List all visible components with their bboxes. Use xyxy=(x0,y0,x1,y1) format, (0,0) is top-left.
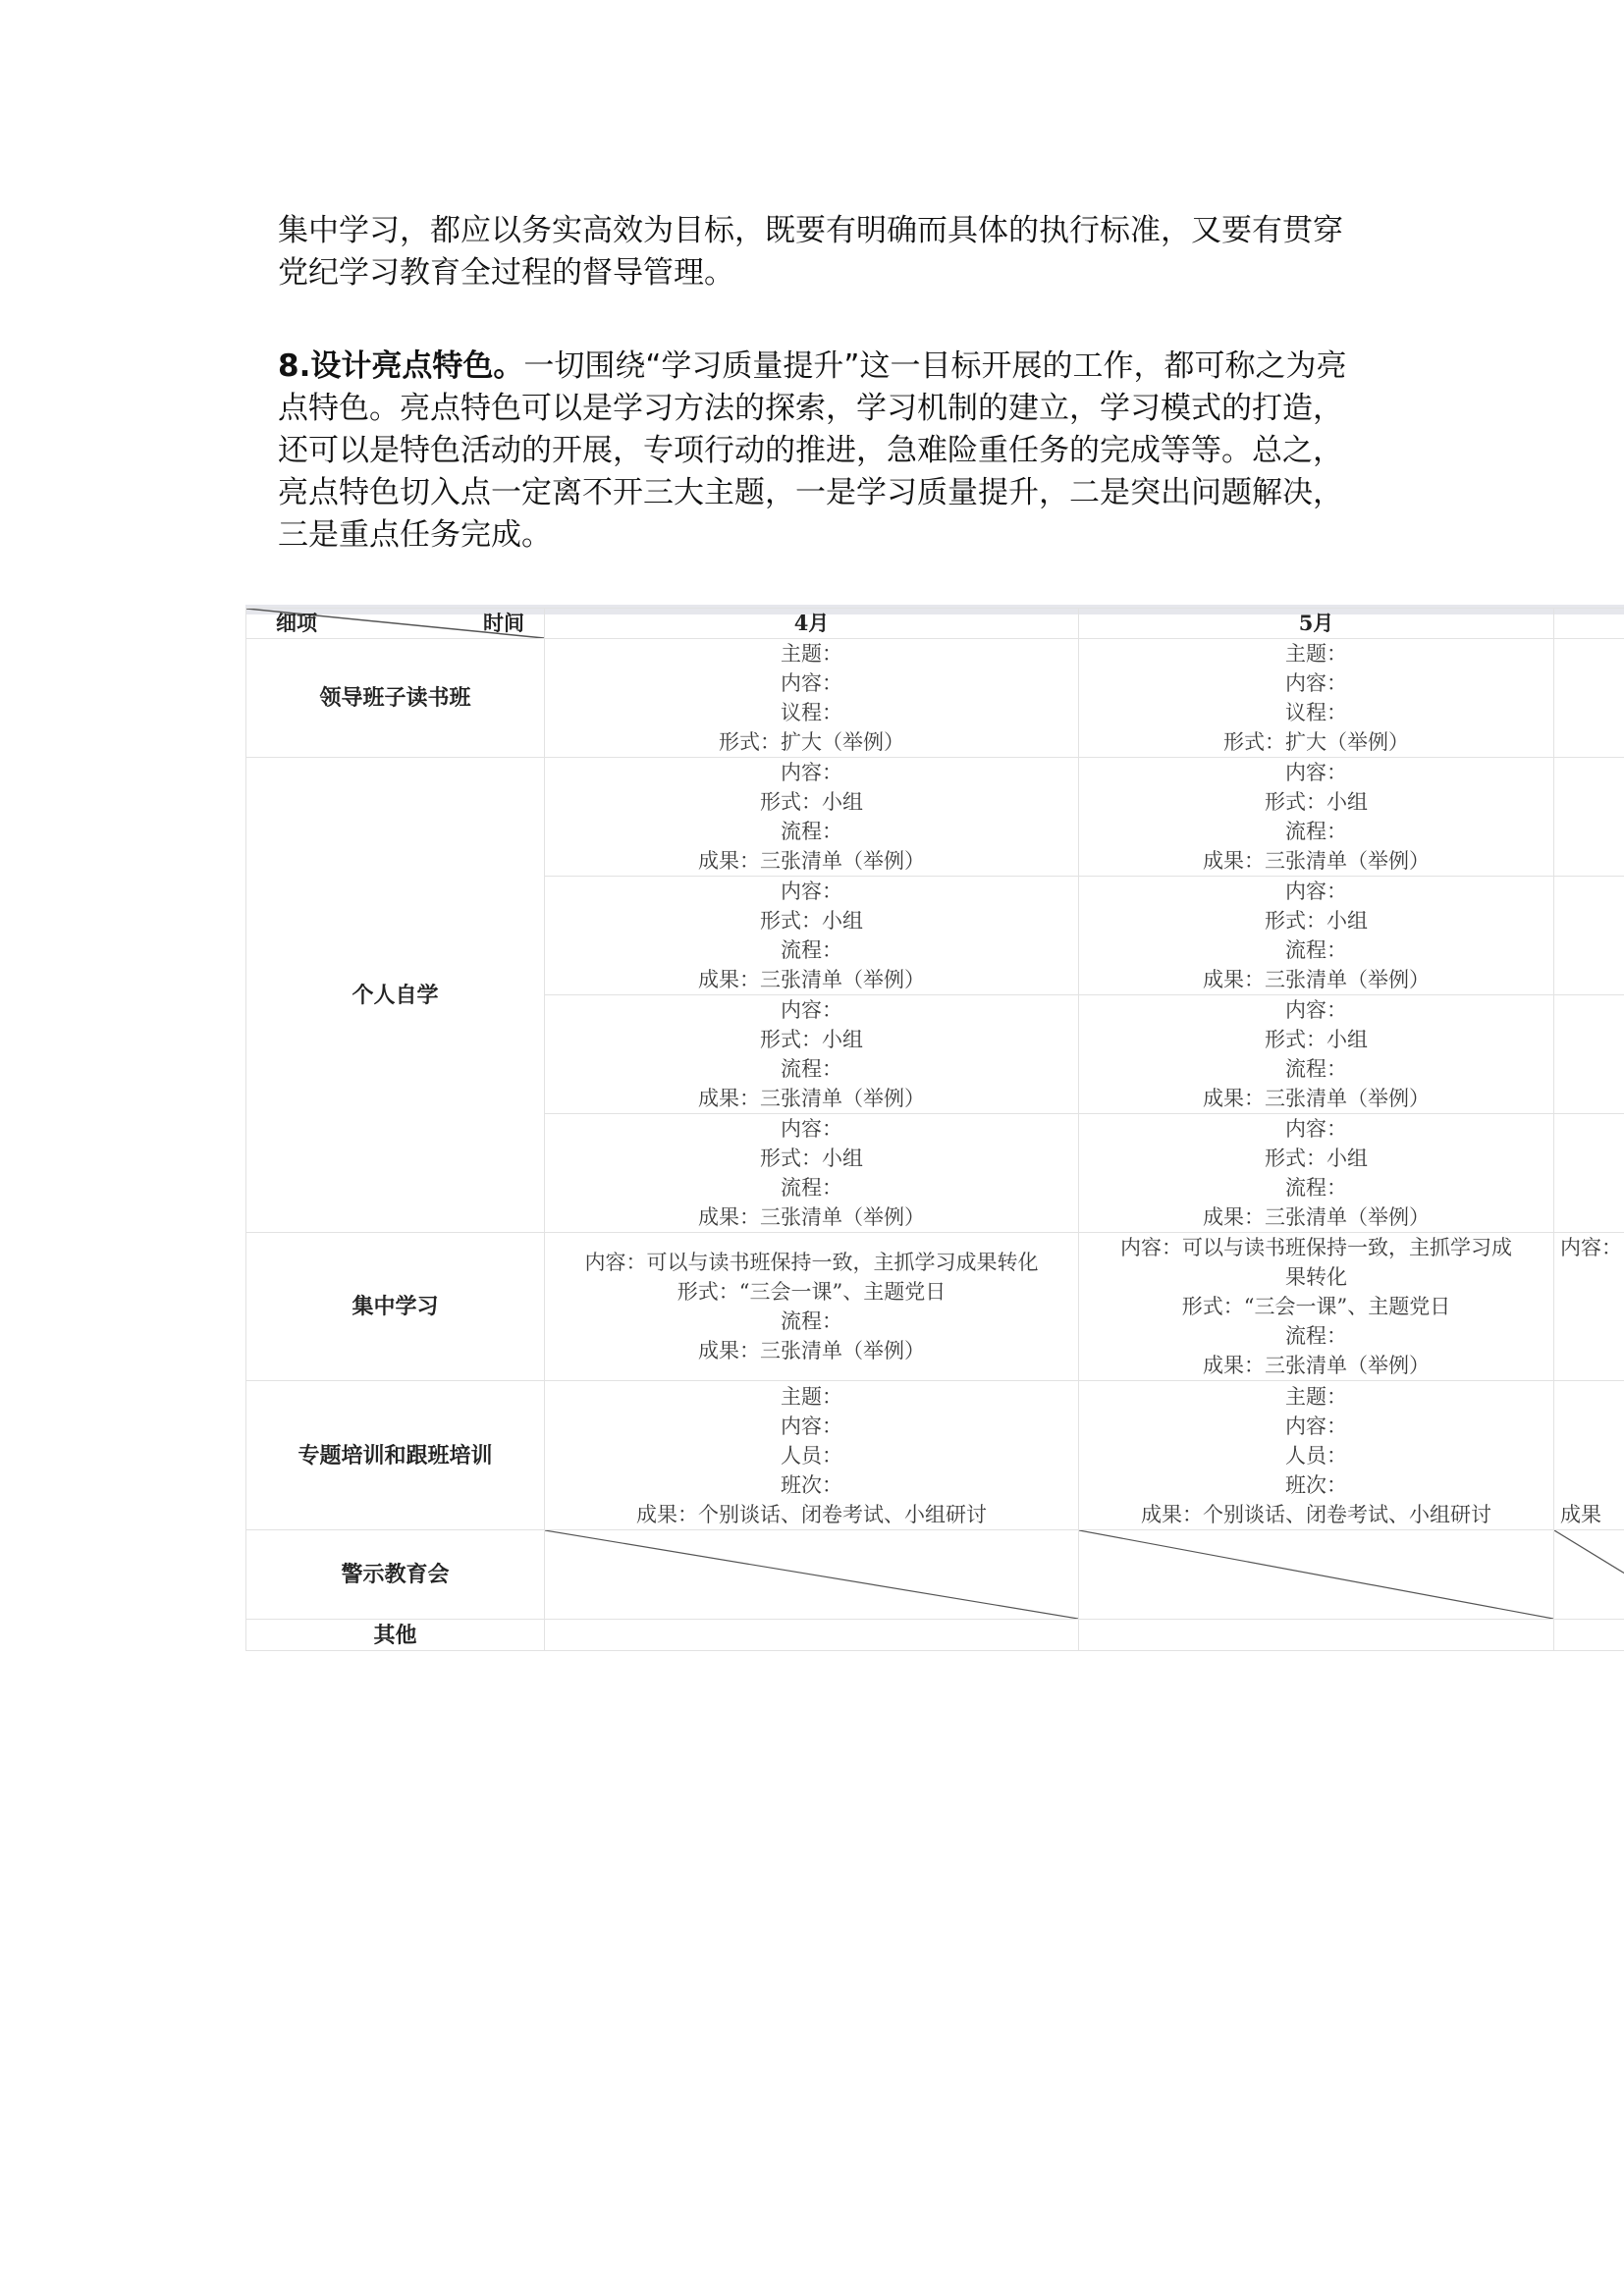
cell-april xyxy=(545,877,1079,995)
cell-may xyxy=(1079,877,1554,995)
cell-may-empty xyxy=(1079,1530,1554,1620)
header-item-label: 细项 xyxy=(276,611,317,635)
table-row-central-study xyxy=(246,1233,1624,1381)
row-label: 其他 xyxy=(246,1620,545,1651)
cell-line: 主题： xyxy=(1285,1384,1347,1409)
cell-may xyxy=(1079,639,1554,758)
cell-line: 形式：“三会一课”、主题党日 xyxy=(1181,1295,1451,1318)
cell-line: 形式：小组 xyxy=(1265,1028,1368,1051)
cell-line: 内容：可以与读书班保持一致，主抓学习成 xyxy=(1120,1236,1512,1259)
cell-line: 成果：三张清单（举例） xyxy=(1203,1354,1430,1377)
cell-line: 流程： xyxy=(781,1176,842,1200)
row-label: 集中学习 xyxy=(246,1233,545,1381)
cell-line: 议程： xyxy=(1285,701,1347,724)
paragraph-body: 一切围绕“学习质量提升”这一目标开展的工作，都可称之为亮点特色。亮点特色可以是学习方法的探索，学习机制的建立，学习模式的打造，还可以是特色活动的开展，专项行动的推进，急难险重任务的完成等等。总之，亮点特色切入点一定离不开三大主题，一是学习质量提升，二是突出问题解决，三是重点任务完成。 xyxy=(278,348,1347,553)
cell-line: 流程： xyxy=(781,938,842,962)
cell-line: 班次： xyxy=(1285,1472,1347,1497)
header-diagonal-cell xyxy=(246,609,545,639)
cell-line: 内容： xyxy=(781,671,842,695)
row-label: 个人自学 xyxy=(246,758,545,1233)
cell-line: 成果：三张清单（举例） xyxy=(1203,849,1430,873)
cell-line: 成果：个别谈话、闭卷考试、小组研讨 xyxy=(1141,1502,1491,1526)
cell-line: 内容：可以与读书班保持一致，主抓学习成果转化 xyxy=(584,1251,1039,1274)
cell-line: 形式：小组 xyxy=(1265,909,1368,933)
cell-line: 主题： xyxy=(781,642,842,666)
cell-april xyxy=(545,995,1079,1114)
cell-line: 形式：小组 xyxy=(760,790,863,814)
table-row-other xyxy=(246,1620,1624,1651)
cell-line: 流程： xyxy=(1285,820,1347,843)
cell-next xyxy=(1554,639,1624,758)
header-month-next xyxy=(1554,609,1624,639)
cell-line: 内容： xyxy=(781,880,842,903)
cell-line: 内容： xyxy=(781,1117,842,1141)
header-time-label: 时间 xyxy=(483,611,524,635)
cell-april-empty xyxy=(545,1530,1079,1620)
cell-next-empty xyxy=(1554,1530,1624,1620)
cell-line: 流程： xyxy=(1285,1057,1347,1081)
row-label: 警示教育会 xyxy=(246,1530,545,1620)
cell-may xyxy=(1079,1381,1554,1530)
table-row-reading-class xyxy=(246,639,1624,758)
row-label: 专题培训和跟班培训 xyxy=(246,1381,545,1530)
cell-may xyxy=(1079,1233,1554,1381)
cell-line: 内容： xyxy=(1285,1117,1347,1141)
cell-line: 流程： xyxy=(1285,938,1347,962)
cell-line: 成果：三张清单（举例） xyxy=(1203,1205,1430,1229)
paragraph-supervision: 集中学习，都应以务实高效为目标，既要有明确而具体的执行标准，又要有贯穿党纪学习教育全过程的督导管理。 xyxy=(278,213,1343,291)
cell-april xyxy=(545,1233,1079,1381)
cell-line: 流程： xyxy=(781,1309,842,1333)
cell-line: 内容： xyxy=(781,998,842,1022)
cell-line: 果转化 xyxy=(1285,1265,1347,1289)
cell-line: 班次： xyxy=(781,1472,842,1497)
paragraph-highlights xyxy=(278,346,1358,557)
cell-line: 形式：小组 xyxy=(1265,1147,1368,1170)
cell-line: 内容： xyxy=(1285,671,1347,695)
cell-next xyxy=(1554,758,1624,877)
cell-may xyxy=(1079,1114,1554,1233)
cell-line: 内容： xyxy=(781,761,842,784)
cell-line: 成果：三张清单（举例） xyxy=(1203,1087,1430,1110)
cell-april xyxy=(545,1114,1079,1233)
cell-may xyxy=(1079,1620,1554,1651)
cell-april xyxy=(545,1620,1079,1651)
cell-line: 主题： xyxy=(1285,642,1347,666)
cell-line: 流程： xyxy=(781,820,842,843)
cell-may xyxy=(1079,758,1554,877)
cell-line: 形式：小组 xyxy=(1265,790,1368,814)
cell-next xyxy=(1554,1114,1624,1233)
cell-line: 议程： xyxy=(781,701,842,724)
cell-line: 形式：“三会一课”、主题党日 xyxy=(677,1280,947,1304)
table-row-self-study xyxy=(246,758,1624,877)
cell-line: 成果：三张清单（举例） xyxy=(698,849,925,873)
cell-line: 形式：扩大（举例） xyxy=(1223,730,1409,754)
cell-line: 成果：三张清单（举例） xyxy=(1203,968,1430,991)
cell-line: 人员： xyxy=(1285,1443,1347,1468)
cell-next: 成果 xyxy=(1554,1381,1624,1530)
section-heading: 8.设计亮点特色。 xyxy=(278,348,524,384)
cell-next xyxy=(1554,995,1624,1114)
cell-line: 内容： xyxy=(1285,998,1347,1022)
cell-line: 主题： xyxy=(781,1384,842,1409)
study-plan-table xyxy=(245,608,1624,1660)
cell-line: 成果：三张清单（举例） xyxy=(698,1087,925,1110)
cell-line: 成果：个别谈话、闭卷考试、小组研讨 xyxy=(636,1502,987,1526)
cell-line: 内容： xyxy=(1285,880,1347,903)
cell-next xyxy=(1554,1620,1624,1651)
cell-line: 成果：三张清单（举例） xyxy=(698,968,925,991)
cell-april xyxy=(545,1381,1079,1530)
cell-line: 内容： xyxy=(1285,761,1347,784)
cell-line: 内容： xyxy=(781,1414,842,1438)
cell-line: 人员： xyxy=(781,1443,842,1468)
cell-line: 形式：扩大（举例） xyxy=(719,730,904,754)
header-month-april: 4月 xyxy=(545,609,1079,639)
cell-line: 形式：小组 xyxy=(760,1147,863,1170)
cell-april xyxy=(545,758,1079,877)
cell-next: 内容： xyxy=(1554,1233,1624,1381)
cell-line: 流程： xyxy=(1285,1176,1347,1200)
cell-line: 内容： xyxy=(1285,1414,1347,1438)
table-row-warning-meeting xyxy=(246,1530,1624,1620)
cell-line: 成果：三张清单（举例） xyxy=(698,1339,925,1362)
cell-line: 成果：三张清单（举例） xyxy=(698,1205,925,1229)
table-header-row xyxy=(246,609,1624,639)
cell-line: 流程： xyxy=(1285,1324,1347,1348)
cell-april xyxy=(545,639,1079,758)
cell-line: 形式：小组 xyxy=(760,1028,863,1051)
header-month-may: 5月 xyxy=(1079,609,1554,639)
cell-line: 形式：小组 xyxy=(760,909,863,933)
table-row-training xyxy=(246,1381,1624,1530)
cell-line: 流程： xyxy=(781,1057,842,1081)
cell-may xyxy=(1079,995,1554,1114)
row-label: 领导班子读书班 xyxy=(246,639,545,758)
cell-next xyxy=(1554,877,1624,995)
